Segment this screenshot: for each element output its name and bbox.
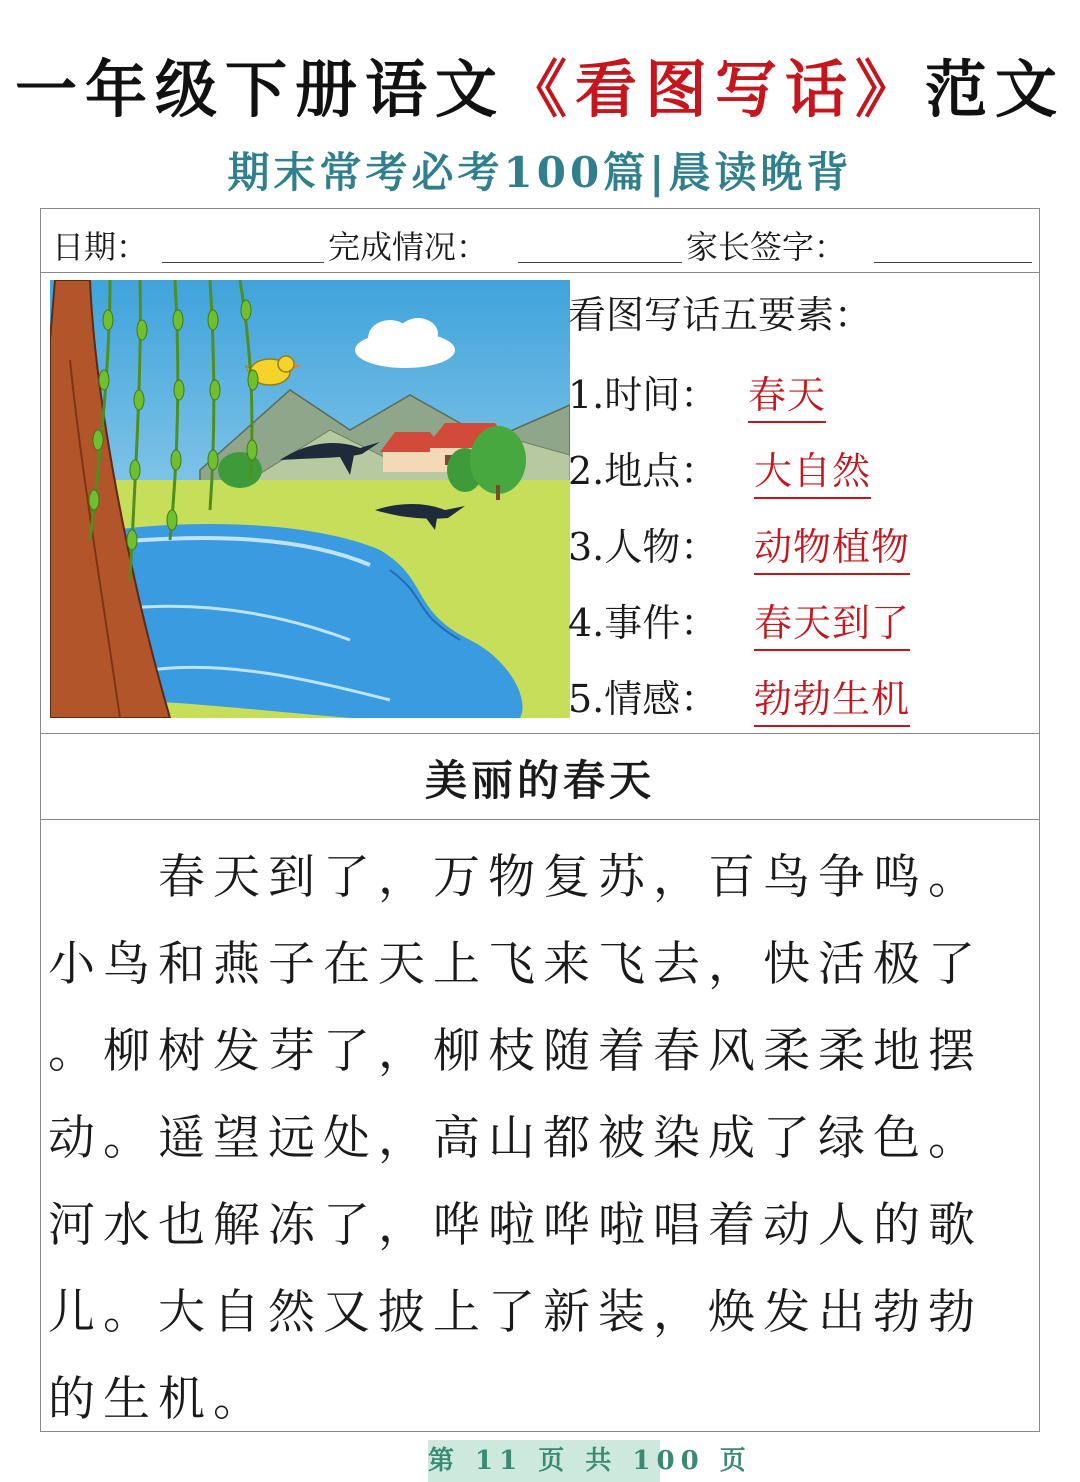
status-label: 完成情况： xyxy=(328,228,489,266)
page-title: 一年级下册语文《看图写话》范文 xyxy=(14,53,1066,126)
essay-line: 河水也解冻了，哗啦哗啦唱着动人的歌 xyxy=(48,1198,983,1253)
element-label: 1.时间： xyxy=(568,373,719,417)
element-label: 5.情感： xyxy=(568,677,719,721)
essay-title: 美丽的春天 xyxy=(424,756,655,805)
essay-line: 小鸟和燕子在天上飞来飞去，快活极了 xyxy=(48,937,983,992)
divider xyxy=(40,733,1040,734)
date-label: 日期： xyxy=(52,228,149,266)
element-value: 春天到了 xyxy=(754,592,910,651)
essay-line: 儿。大自然又披上了新装，焕发出勃勃 xyxy=(48,1285,983,1340)
date-field[interactable] xyxy=(162,262,324,263)
status-field[interactable] xyxy=(518,262,682,263)
parent-signature-field[interactable] xyxy=(874,262,1032,263)
element-value: 勃勃生机 xyxy=(754,668,910,727)
essay-line: 动。遥望远处，高山都被染成了绿色。 xyxy=(48,1111,983,1166)
element-value: 动物植物 xyxy=(754,516,910,575)
divider xyxy=(40,819,1040,820)
five-elements-heading: 看图写话五要素： xyxy=(568,293,873,337)
essay-line: 春天到了，万物复苏，百鸟争鸣。 xyxy=(48,850,983,905)
spring-landscape-illustration xyxy=(50,280,570,718)
essay-body xyxy=(48,834,1018,1443)
page-subtitle: 期末常考必考100篇|晨读晚背 xyxy=(227,148,853,197)
element-value: 大自然 xyxy=(754,440,871,499)
element-label: 2.地点： xyxy=(568,449,719,493)
element-value: 春天 xyxy=(748,364,826,423)
page-indicator: 第 11 页 共 100 页 xyxy=(428,1440,660,1482)
parent-signature-label: 家长签字： xyxy=(686,228,847,266)
divider xyxy=(40,272,1040,273)
essay-line: 的生机。 xyxy=(48,1372,268,1427)
essay-line: 。柳树发芽了，柳枝随着春风柔柔地摆 xyxy=(48,1024,983,1079)
element-label: 3.人物： xyxy=(568,525,719,569)
info-row xyxy=(52,218,1032,270)
element-label: 4.事件： xyxy=(568,601,719,645)
